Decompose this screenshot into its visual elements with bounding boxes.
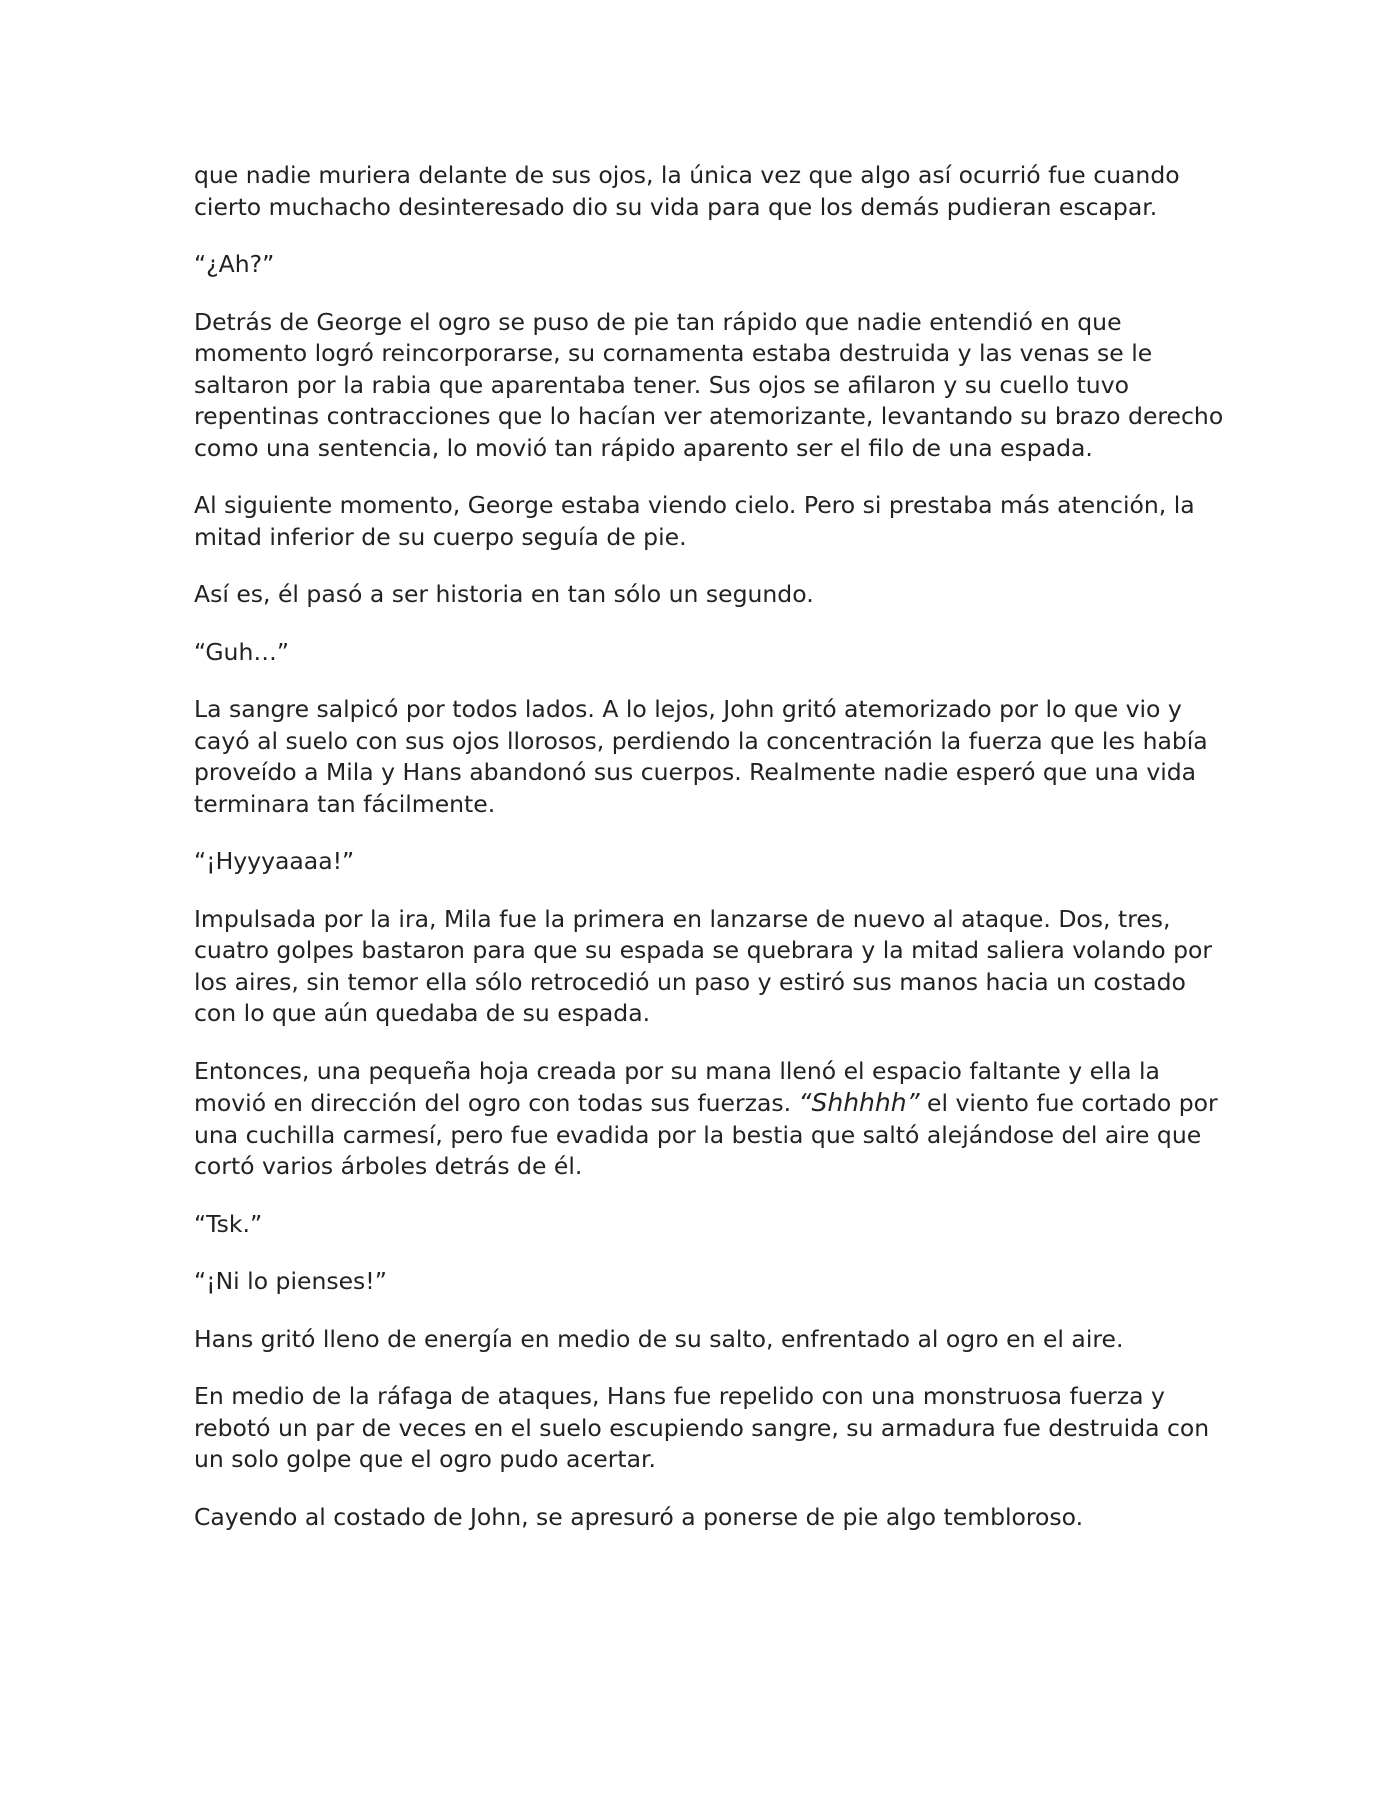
document-body	[194, 160, 1224, 1559]
paragraph: Así es, él pasó a ser historia en tan sólo un segundo.	[194, 580, 814, 608]
paragraph: Hans gritó lleno de energía en medio de su salto, enfrentado al ogro en el aire.	[194, 1324, 1124, 1353]
paragraph: “Tsk.”	[194, 1209, 263, 1238]
paragraph: Detrás de George el ogro se puso de pie tan rápido que nadie entendió en que momento logró reincorporarse, su cornamenta estaba destruida y las venas se le saltaron por la rabia que aparentaba tener. Sus ojos se afilaron y su cuello tuvo repentinas contracciones que lo hacían ver atemorizante, levantando su brazo derecho como una sentencia, lo movió tan rápido aparento ser el filo de una espada.	[194, 307, 1224, 462]
paragraph: “¿Ah?”	[194, 250, 275, 278]
paragraph: La sangre salpicó por todos lados. A lo lejos, John gritó atemorizado por lo que vio y cayó al suelo con sus ojos llorosos, perdiendo la concentración la fuerza que les había proveído a Mila y Hans abandonó sus cuerpos. Realmente nadie esperó que una vida terminara tan fácilmente.	[194, 695, 1208, 818]
paragraph: que nadie muriera delante de sus ojos, la única vez que algo así ocurrió fue cuando cierto muchacho desinteresado dio su vida para que los demás pudieran escapar.	[194, 161, 1180, 221]
paragraph: Al siguiente momento, George estaba viendo cielo. Pero si prestaba más atención, la mitad inferior de su cuerpo seguía de pie.	[194, 491, 1195, 551]
paragraph: En medio de la ráfaga de ataques, Hans fue repelido con una monstruosa fuerza y rebotó un par de veces en el suelo escupiendo sangre, su armadura fue destruida con un solo golpe que el ogro pudo acertar.	[194, 1382, 1210, 1473]
paragraph: Cayendo al costado de John, se apresuró a ponerse de pie algo tembloroso.	[194, 1502, 1084, 1531]
paragraph-text-before: Entonces, una pequeña hoja creada por su mana llenó el espacio faltante y ella la movió en dirección del ogro con todas sus fuerzas.	[194, 1056, 1160, 1117]
paragraph: “Guh…”	[194, 637, 290, 666]
paragraph-with-emphasis	[194, 1056, 1224, 1183]
paragraph: “¡Ni lo pienses!”	[194, 1267, 387, 1295]
paragraph: “¡Hyyyaaaa!”	[194, 847, 355, 875]
paragraph: Impulsada por la ira, Mila fue la primera en lanzarse de nuevo al ataque. Dos, tres, cuatro golpes bastaron para que su espada se quebrara y la mitad saliera volando por los aires, sin temor ella sólo retrocedió un paso y estiró sus manos hacia un costado con lo que aún quedaba de su espada.	[194, 904, 1213, 1027]
paragraph-text-after: el viento fue cortado por una cuchilla carmesí, pero fue evadida por la bestia que saltó alejándose del aire que cortó varios árboles detrás de él.	[194, 1089, 1218, 1180]
sound-effect-emphasis: “Shhhhh”	[798, 1088, 920, 1117]
